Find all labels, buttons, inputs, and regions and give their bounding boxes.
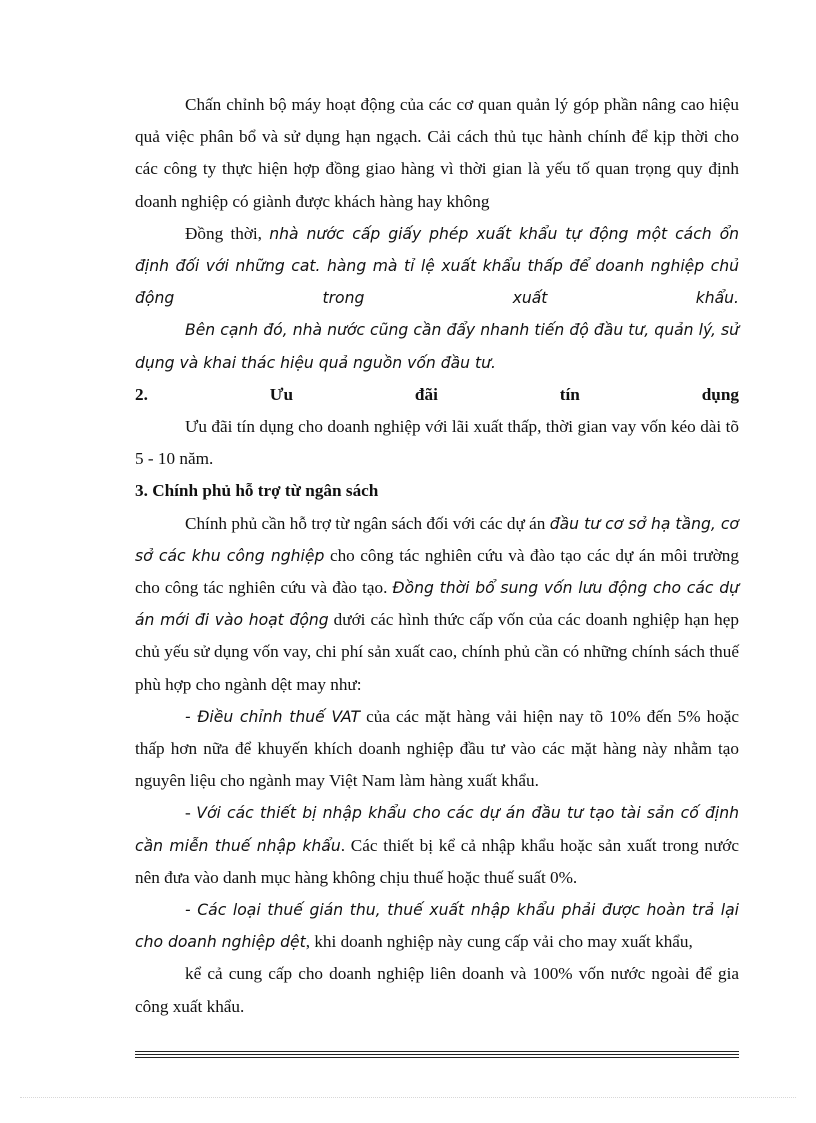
italic-text: - Điều chỉnh thuế VAT — [185, 707, 361, 726]
paragraph-indirect-tax — [135, 894, 739, 958]
text-run: dưới các hình thức cấp vốn của các doanh nghiệp hạn hẹp chủ yếu sử dụng vốn vay, chi phí sản xuất cao, chính phủ cần có những chính sách thuế phù hợp cho ngành dệt may như: — [135, 610, 739, 694]
text-run: . Các thiết bị kể cả nhập khẩu hoặc sản xuất trong nước nên đưa vào danh mục hàng không chịu thuế hoặc thuế suất 0%. — [135, 835, 739, 887]
paragraph-credit: Ưu đãi tín dụng cho doanh nghiệp với lãi xuất thấp, thời gian vay vốn kéo dài tõ 5 - 10 năm. — [135, 417, 739, 469]
footer-rule-bottom — [135, 1057, 739, 1058]
footer-rule-middle — [135, 1054, 739, 1055]
text-run: cho công tác nghiên cứu và đào tạo các dự án môi trường cho công tác nghiên cứu và đào tạo. — [135, 545, 739, 598]
text-run: - — [185, 803, 197, 823]
footer-rule-top — [135, 1051, 739, 1052]
text-run: Chính phủ cần hỗ trợ từ ngân sách đối với các dự án — [185, 513, 550, 533]
paragraph-import-equipment — [135, 797, 739, 894]
body-text — [135, 89, 739, 1023]
italic-text: - Các loại thuế gián thu, thuế xuất nhập khẩu phải được hoàn trả lại cho doanh nghiệp dệt — [135, 901, 739, 952]
italic-text: Đồng thời bổ sung vốn lưu động cho các dự án mới đi vào hoạt động — [135, 579, 739, 630]
heading-credit-incentives: 2. Ưu đãi tín dụng — [135, 384, 739, 404]
paragraph-vat — [135, 701, 739, 798]
page-edge-dotted-line — [20, 1097, 796, 1098]
lead-text: Đồng thời, — [185, 223, 270, 243]
italic-text: Bên cạnh đó, nhà nước cũng cần đẩy nhanh tiến độ đầu tư, quản lý, sử dụng và khai thác hiệu quả nguồn vốn đầu tư. — [135, 321, 739, 372]
italic-text: nhà nước cấp giấy phép xuất khẩu tự động một cách ổn định đối với những cat. hàng mà tỉ lệ xuất khẩu thấp để doanh nghiệp chủ động trong xuất khẩu. — [135, 224, 739, 308]
italic-text: đầu tư cơ sở hạ tầng, cơ sở các khu công nghiệp — [135, 514, 739, 565]
paragraph-reform: Chấn chỉnh bộ máy hoạt động của các cơ quan quản lý góp phần nâng cao hiệu quả việc phân bổ và sử dụng hạn ngạch. Cải cách thủ tục hành chính để kịp thời cho các công ty thực hiện hợp đồng giao hàng vì thời gian là yếu tố quan trọng quy định doanh nghiệp có giành được khách hàng hay không — [135, 95, 739, 211]
paragraph-investment — [135, 314, 739, 378]
italic-text: Với các thiết bị nhập khẩu cho các dự án đầu tư tạo tài sản cố định cần miễn thuế nhập khẩu — [135, 804, 739, 855]
heading-budget-support: 3. Chính phủ hỗ trợ từ ngân sách — [135, 481, 379, 501]
paragraph-outsourcing: kể cả cung cấp cho doanh nghiệp liên doanh và 100% vốn nước ngoài để gia công xuất khẩu. — [135, 964, 739, 1016]
text-run: của các mặt hàng vải hiện nay tõ 10% đến 5% hoặc thấp hơn nữa để khuyến khích doanh nghiệp đầu tư vào các mặt hàng này nhằm tạo nguyên liệu cho ngành may Việt Nam làm hàng xuất khẩu. — [135, 706, 740, 791]
paragraph-export-license — [135, 218, 739, 315]
paragraph-budget — [135, 508, 739, 701]
text-run: , khi doanh nghiệp này cung cấp vải cho may xuất khẩu, — [305, 932, 693, 952]
